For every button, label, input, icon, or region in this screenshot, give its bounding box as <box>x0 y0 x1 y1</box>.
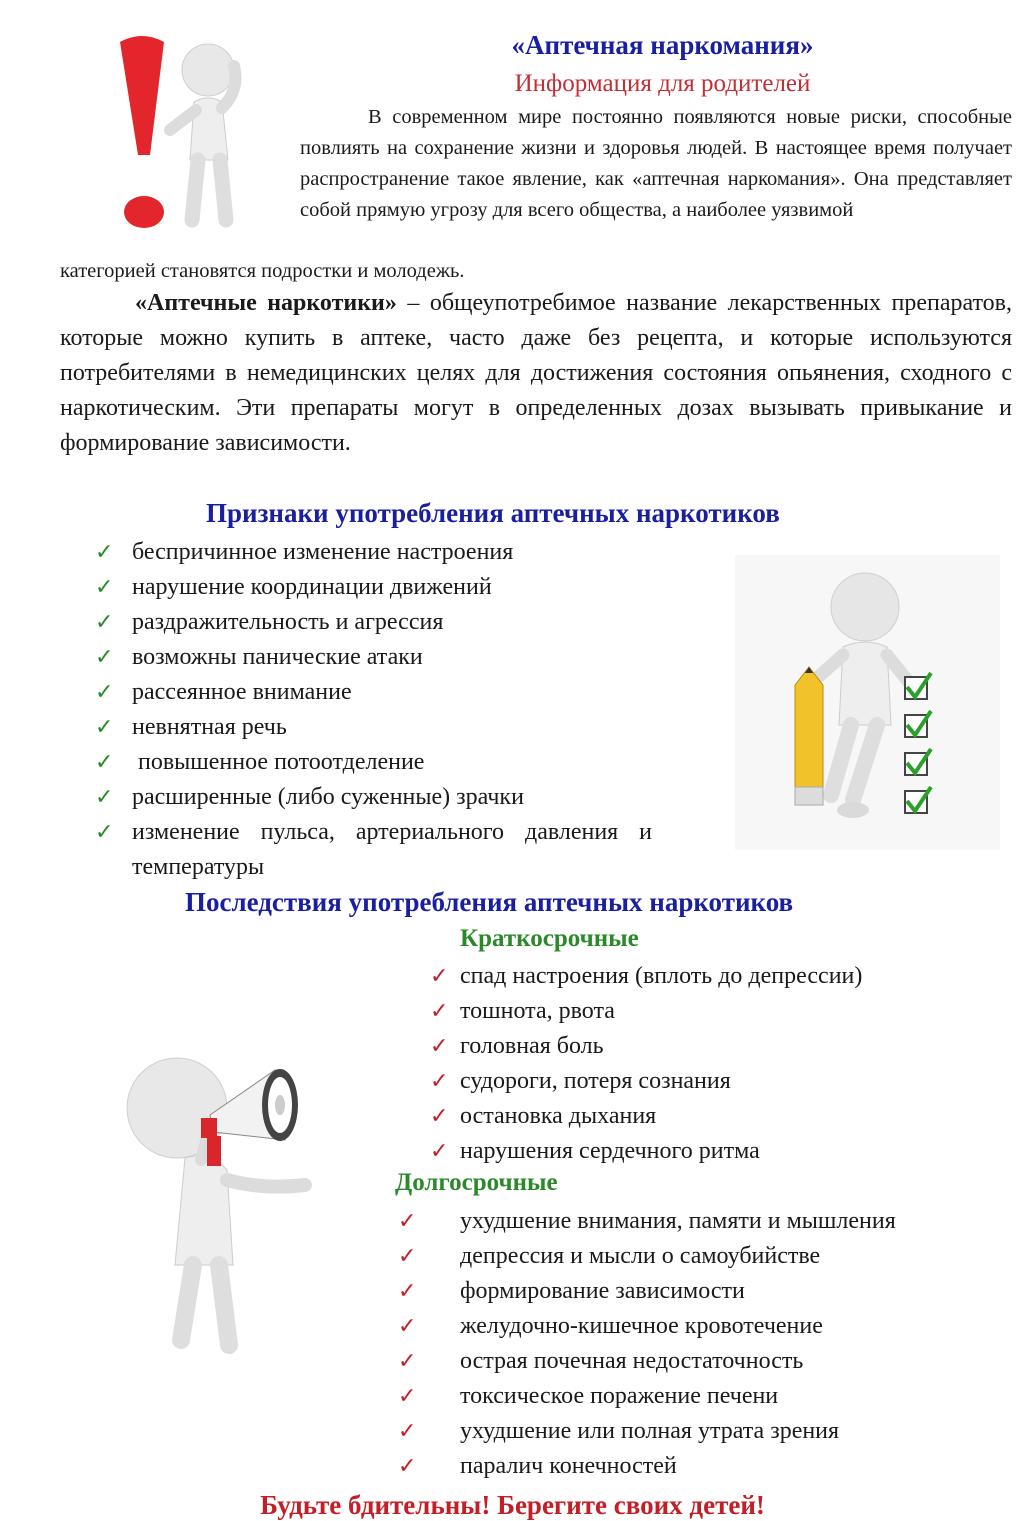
long-term-heading: Долгосрочные <box>395 1169 558 1196</box>
list-item: ✓ токсическое поражение печени <box>398 1379 896 1414</box>
consequences-heading: Последствия употребления аптечных наркотиков <box>185 887 794 917</box>
check-icon: ✓ <box>398 1209 417 1234</box>
short-term-heading: Краткосрочные <box>460 925 639 952</box>
page-subtitle: Информация для родителей <box>514 70 811 97</box>
list-item: ✓ желудочно-кишечное кровотечение <box>398 1309 896 1344</box>
check-icon: ✓ <box>398 1454 417 1479</box>
check-icon: ✓ <box>398 1314 417 1339</box>
list-item: ✓ головная боль <box>430 1029 862 1064</box>
list-item: ✓ беспричинное изменение настроения <box>95 535 652 570</box>
list-item: ✓ острая почечная недостаточность <box>398 1344 896 1379</box>
list-item: ✓ тошнота, рвота <box>430 994 862 1029</box>
signs-list <box>95 535 652 885</box>
intro-paragraph-end: категорией становятся подростки и молодежь. <box>60 260 465 282</box>
check-icon: ✓ <box>430 964 449 989</box>
check-icon: ✓ <box>398 1244 417 1269</box>
check-icon: ✓ <box>95 540 114 565</box>
list-item: ✓ возможны панические атаки <box>95 640 652 675</box>
check-icon: ✓ <box>430 1069 449 1094</box>
check-icon: ✓ <box>95 715 114 740</box>
list-item: ✓ расширенные (либо суженные) зрачки <box>95 780 652 815</box>
check-icon: ✓ <box>95 785 114 810</box>
list-item: ✓ депрессия и мысли о самоубийстве <box>398 1239 896 1274</box>
check-icon: ✓ <box>95 820 114 845</box>
list-item: ✓ паралич конечностей <box>398 1449 896 1484</box>
signs-heading: Признаки употребления аптечных наркотиков <box>206 498 780 528</box>
list-item: ✓ рассеянное внимание <box>95 675 652 710</box>
list-item: ✓ нарушения сердечного ритма <box>430 1134 862 1169</box>
list-item: ✓ изменение пульса, артериального давления и температуры <box>95 815 652 885</box>
intro-paragraph: В современном мире постоянно появляются новые риски, способные повлиять на сохранение жизни и здоровья людей. В настоящее время получает распространение такое явление, как «аптечная наркомания». Она представляет собой прямую угрозу для всего общества, а наиболее уязвимой <box>300 106 1012 221</box>
definition-term: «Аптечные наркотики» <box>135 290 397 316</box>
list-item: ✓ спад настроения (вплоть до депрессии) <box>430 959 862 994</box>
page-title: «Аптечная наркомания» <box>511 30 814 60</box>
list-item: ✓ невнятная речь <box>95 710 652 745</box>
check-icon: ✓ <box>398 1384 417 1409</box>
list-item: ✓ формирование зависимости <box>398 1274 896 1309</box>
check-icon: ✓ <box>398 1349 417 1374</box>
definition-paragraph <box>60 286 1012 461</box>
list-item: ✓ повышенное потоотделение <box>95 745 652 780</box>
check-icon: ✓ <box>430 999 449 1024</box>
list-item: ✓ остановка дыхания <box>430 1099 862 1134</box>
check-icon: ✓ <box>430 1104 449 1129</box>
check-icon: ✓ <box>398 1419 417 1444</box>
list-item: ✓ нарушение координации движений <box>95 570 652 605</box>
list-item: ✓ раздражительность и агрессия <box>95 605 652 640</box>
check-icon: ✓ <box>95 680 114 705</box>
long-term-list <box>398 1204 896 1484</box>
definition-text: – общеупотребимое название лекарственных препаратов, которые можно купить в аптеке, часто даже без рецепта, и которые используются потребителями в немедицинских целях для достижения состояния опьянения, сходного с наркотическим. Эти препараты могут в определенных дозах вызывать привыкание и формирование зависимости. <box>60 290 1012 456</box>
check-icon: ✓ <box>95 750 114 775</box>
check-icon: ✓ <box>95 610 114 635</box>
pencil-checklist-figure-illustration <box>735 555 1000 850</box>
check-icon: ✓ <box>430 1034 449 1059</box>
check-icon: ✓ <box>430 1139 449 1164</box>
list-item: ✓ судороги, потеря сознания <box>430 1064 862 1099</box>
footer-slogan: Будьте бдительны! Берегите своих детей! <box>260 1490 765 1520</box>
exclamation-figure-illustration <box>110 30 260 230</box>
megaphone-figure-illustration <box>115 1040 325 1360</box>
list-item: ✓ ухудшение внимания, памяти и мышления <box>398 1204 896 1239</box>
check-icon: ✓ <box>95 575 114 600</box>
short-term-list <box>430 959 862 1169</box>
check-icon: ✓ <box>95 645 114 670</box>
list-item: ✓ ухудшение или полная утрата зрения <box>398 1414 896 1449</box>
check-icon: ✓ <box>398 1279 417 1304</box>
